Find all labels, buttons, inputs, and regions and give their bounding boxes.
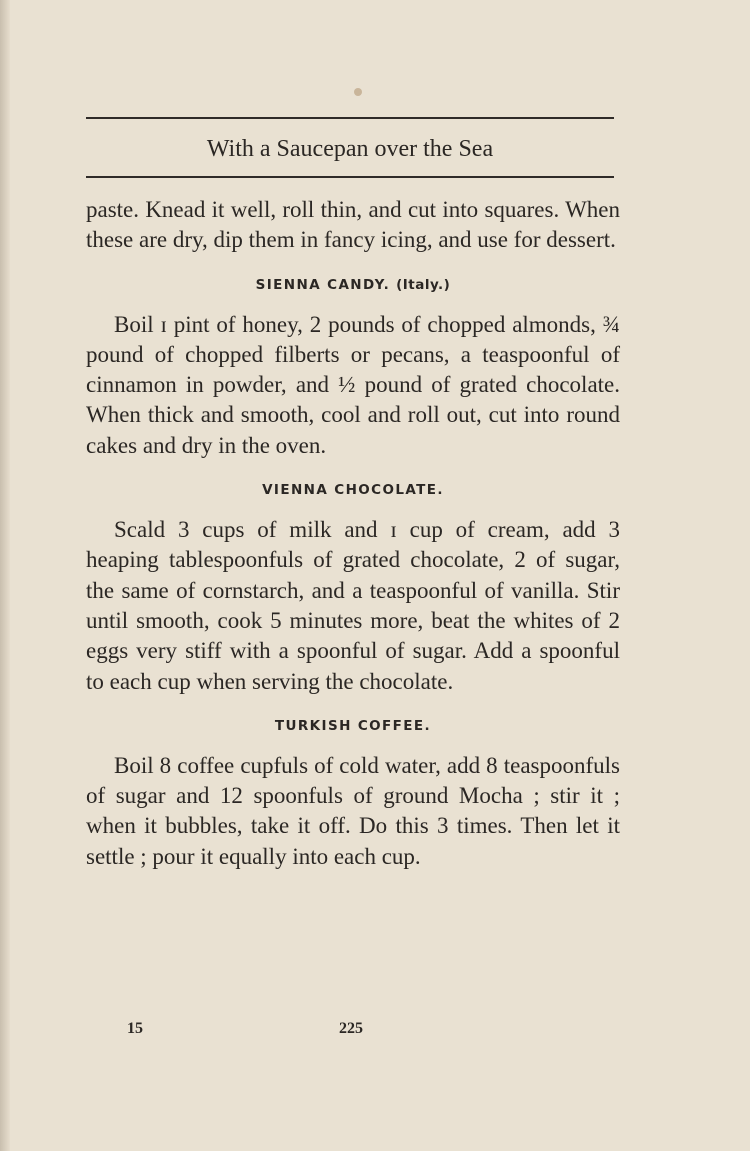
page-number: 225 — [339, 1020, 363, 1037]
sienna-candy-recipe: Boil ɪ pint of honey, 2 pounds of chopped almonds, ¾ pound of chopped filberts or pecans, a teaspoonful of cinnamon in powder, and ½ pound of grated chocolate. When thick and smooth, cool and roll out, cut into round cakes and dry in the oven. — [86, 311, 620, 458]
sienna-candy-origin: (Italy.) — [396, 276, 451, 293]
page-body — [86, 195, 620, 872]
header-rule-top — [86, 117, 614, 119]
section-heading-sienna-candy — [86, 276, 620, 294]
vienna-chocolate-recipe: Scald 3 cups of milk and ɪ cup of cream, add 3 heaping tablespoonfuls of grated chocolate, 2 of sugar, the same of cornstarch, and a teaspoonful of vanilla. Stir until smooth, cook 5 minutes more, beat the whites of 2 eggs very stiff with a spoonful of sugar. Add a spoonful to each cup when serving the chocolate. — [86, 517, 620, 694]
header-rule-bottom — [86, 176, 614, 178]
paper-spot — [354, 88, 362, 96]
turkish-coffee-recipe: Boil 8 coffee cupfuls of cold water, add 8 teaspoonfuls of sugar and 12 spoonfuls of ground Mocha ; stir it ; when it bubbles, take it off. Do this 3 times. Then let it settle ; pour it equally into each cup. — [86, 752, 620, 869]
section-heading-turkish-coffee: TURKISH COFFEE. — [274, 717, 432, 734]
sienna-candy-title: SIENNA CANDY. — [255, 276, 391, 293]
section-heading-vienna-chocolate: VIENNA CHOCOLATE. — [262, 482, 444, 499]
intro-paragraph: paste. Knead it well, roll thin, and cut into squares. When these are dry, dip them in fancy icing, and use for dessert. — [86, 197, 620, 253]
running-head: With a Saucepan over the Sea — [206, 136, 494, 162]
signature-mark: 15 — [127, 1020, 143, 1037]
page-edge — [0, 0, 10, 1151]
